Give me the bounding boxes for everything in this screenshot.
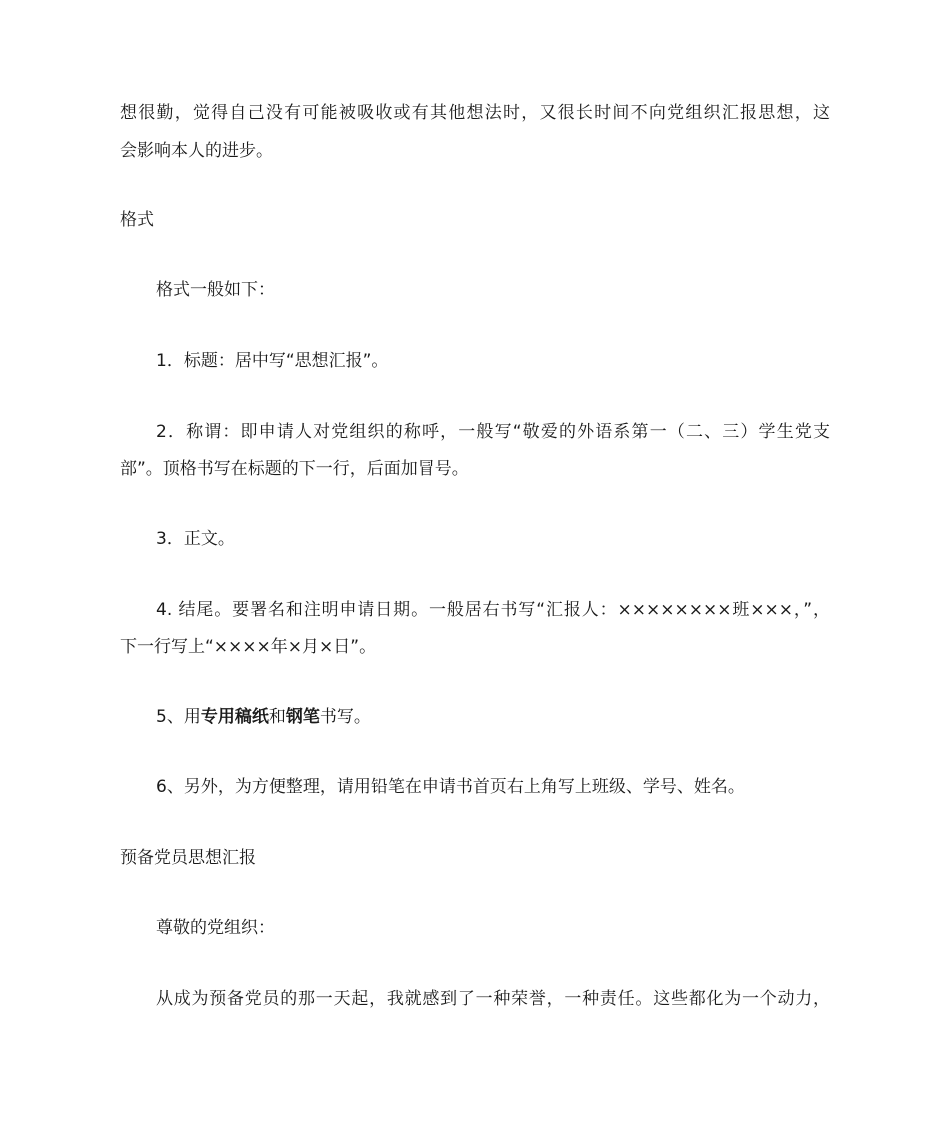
item-5-prefix: 5、用 xyxy=(156,707,201,727)
item-5-middle: 和 xyxy=(268,707,286,727)
item-5-bold-pen: 钢笔 xyxy=(285,707,320,727)
format-item-2-line-1: 2．称谓：即申请人对党组织的称呼，一般写“敬爱的外语系第一（二、三）学生党支 xyxy=(156,422,830,442)
format-item-4-line-1: 4. 结尾。要署名和注明申请日期。一般居右书写“汇报人：××××××××班×××，”， xyxy=(156,600,830,620)
report-salutation: 尊敬的党组织： xyxy=(156,918,275,938)
format-item-4-line-2: 下一行写上“××××年×月×日”。 xyxy=(120,637,377,657)
item-5-suffix: 书写。 xyxy=(319,707,371,727)
report-body-line-1: 从成为预备党员的那一天起，我就感到了一种荣誉，一种责任。这些都化为一个动力， xyxy=(156,989,830,1009)
format-item-2-line-2: 部”。顶格书写在标题的下一行，后面加冒号。 xyxy=(120,459,469,479)
format-general-text: 格式一般如下： xyxy=(156,280,275,300)
report-heading: 预备党员思想汇报 xyxy=(120,848,256,868)
format-item-3: 3．正文。 xyxy=(156,529,235,549)
format-item-6: 6、另外，为方便整理，请用铅笔在申请书首页右上角写上班级、学号、姓名。 xyxy=(156,777,745,797)
format-item-1: 1．标题：居中写“思想汇报”。 xyxy=(156,351,389,371)
format-heading: 格式 xyxy=(120,210,154,230)
format-item-5 xyxy=(156,699,830,735)
intro-paragraph-line-2: 会影响本人的进步。 xyxy=(120,141,273,161)
item-5-bold-paper: 专用稿纸 xyxy=(200,707,269,727)
intro-paragraph-line-1: 想很勤，觉得自己没有可能被吸收或有其他想法时，又很长时间不向党组织汇报思想，这 xyxy=(120,103,830,123)
